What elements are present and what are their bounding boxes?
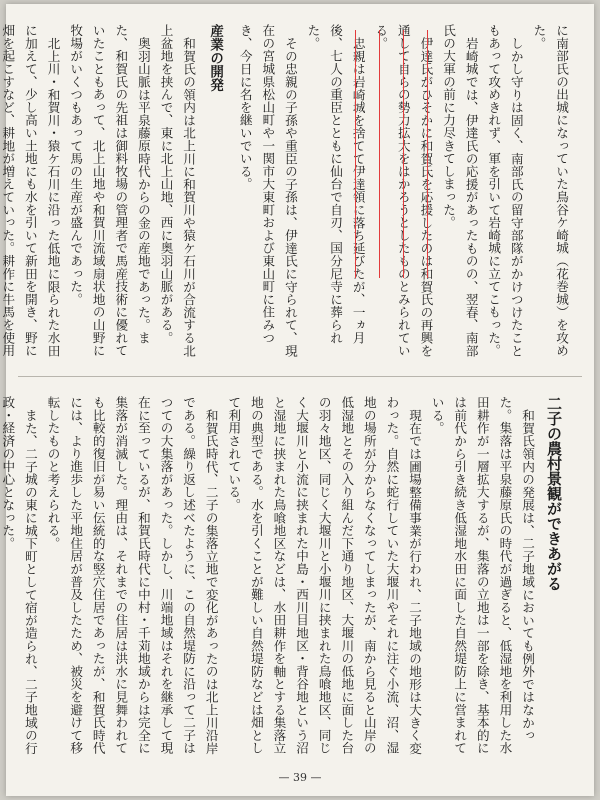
paragraph: 北上川・和賀川・猿ケ石川に沿った低地に限られた水田に加えて、少し高い土地にも水を引いて新田を開き、野に畑を起こすなど、耕地が増えていった。耕作に牛馬を使用	[0, 24, 61, 357]
paragraph: 和賀氏領内の発展は、二子地域においても例外ではなかった。集落は平泉藤原氏の時代が過ぎると、低湿地を利用した水田耕作が一層拡大するが、集落の立地は一部を除き、基本的には前代から引き続き低湿地水田に面した自然堤防上に営まれている。	[429, 396, 535, 755]
section-divider	[18, 376, 582, 377]
upper-text-block	[0, 24, 572, 360]
paragraph: 岩崎城では、伊達氏の応援があったものの、翌春、南部氏の大軍の前に力尽きてしまった。	[441, 24, 479, 357]
red-annotation-line	[427, 30, 428, 278]
paragraph: 和賀氏時代、二子の集落立地で変化があったのは北上川沿岸である。繰り返し述べたように、この自然堤防に沿って二子はつての大集落があった。しかし、川端地域はそれを継承して現在に至っているが、和賀氏時代に中村・千苅地域からは完全に集落が消滅した。理由は、それまでの住居は洪水に見舞われても比較的復旧が易い伝統的な竪穴住居であったが、和賀氏時代には、より進歩した平地住居が普及したため、被災を避けて移転したものと考えられる。	[45, 396, 219, 755]
highlighted-paragraph: その忠親の子孫や重臣の子孫は、伊達氏に守られて、現在の宮城県松山町や一関市大東町および東山町に住みつき、今日に名を継いでいる。	[237, 24, 298, 357]
paragraph: 現在では圃場整備事業が行われ、二子地域の地形は大きく変わった。自然に蛇行していた大堰川やそれに注ぐ小流、沼、湿地の場所が分からなくなってしまったが、南から見ると山岸の低湿地とその入り組んだ下通り地区、大堰川の低地に面した台の羽々地区、同じく大堰川と小堰川に挟まれた鳥喰地区、同じく大堰川と小流に挟まれた中島・西川目地区・背谷地という沼と湿地に挟まれた鳥喰地区などは、水田耕作を軸とする集落立地の典型である。水を引くことが難しい自然堤防などは畑として利用されている。	[226, 396, 423, 755]
paragraph: しかし守りは固く、南部氏の留守部隊がかけつけたこともあって攻めきれず、軍を引いて岩崎城に立てこもった。	[486, 24, 524, 357]
red-annotation-line	[379, 30, 380, 278]
section-heading: 産業の開発	[207, 24, 224, 92]
highlighted-paragraph: 忠親は岩崎城を捨てて伊達領に落ち延びたが、一ヵ月後、七人の重臣とともに仙台で自刃、国分尼寺に葬られた。	[305, 24, 366, 344]
red-annotation-line	[355, 30, 356, 278]
paragraph: に南部氏の出城になっていた鳥谷ケ崎城（花巻城）を攻めた。	[531, 24, 569, 357]
red-annotation-line	[403, 30, 404, 278]
paragraph: 伊達氏がひそかに和賀氏を応援したのは和賀氏の再興を通して自らの勢力拡大をはかろうとしたものとみられている。	[373, 24, 434, 357]
lower-text-block	[0, 396, 572, 756]
document-page	[0, 4, 594, 796]
page-number: — 39 —	[278, 771, 322, 784]
paragraph: 和賀氏の領内は北上川に和賀川や猿ケ石川が合流する北上盆地を挟んで、東に北上山地、西に奥羽山脈がある。	[158, 24, 197, 357]
paragraph: また、二子城の東に城下町として宿が造られ、二子地域の行政・経済の中心となった。	[0, 396, 38, 755]
paragraph: 奥羽山脈は平泉藤原時代からの金の産地であった。また、和賀氏の先祖は御料牧場の管理者で馬産技術に優れていたこともあって、北上山地や和賀川流域扇状地の山野に牧場がいくつもあって馬の生産が盛んであった。	[68, 24, 151, 357]
section-heading: 二子の農村景観ができあがる	[545, 396, 563, 591]
